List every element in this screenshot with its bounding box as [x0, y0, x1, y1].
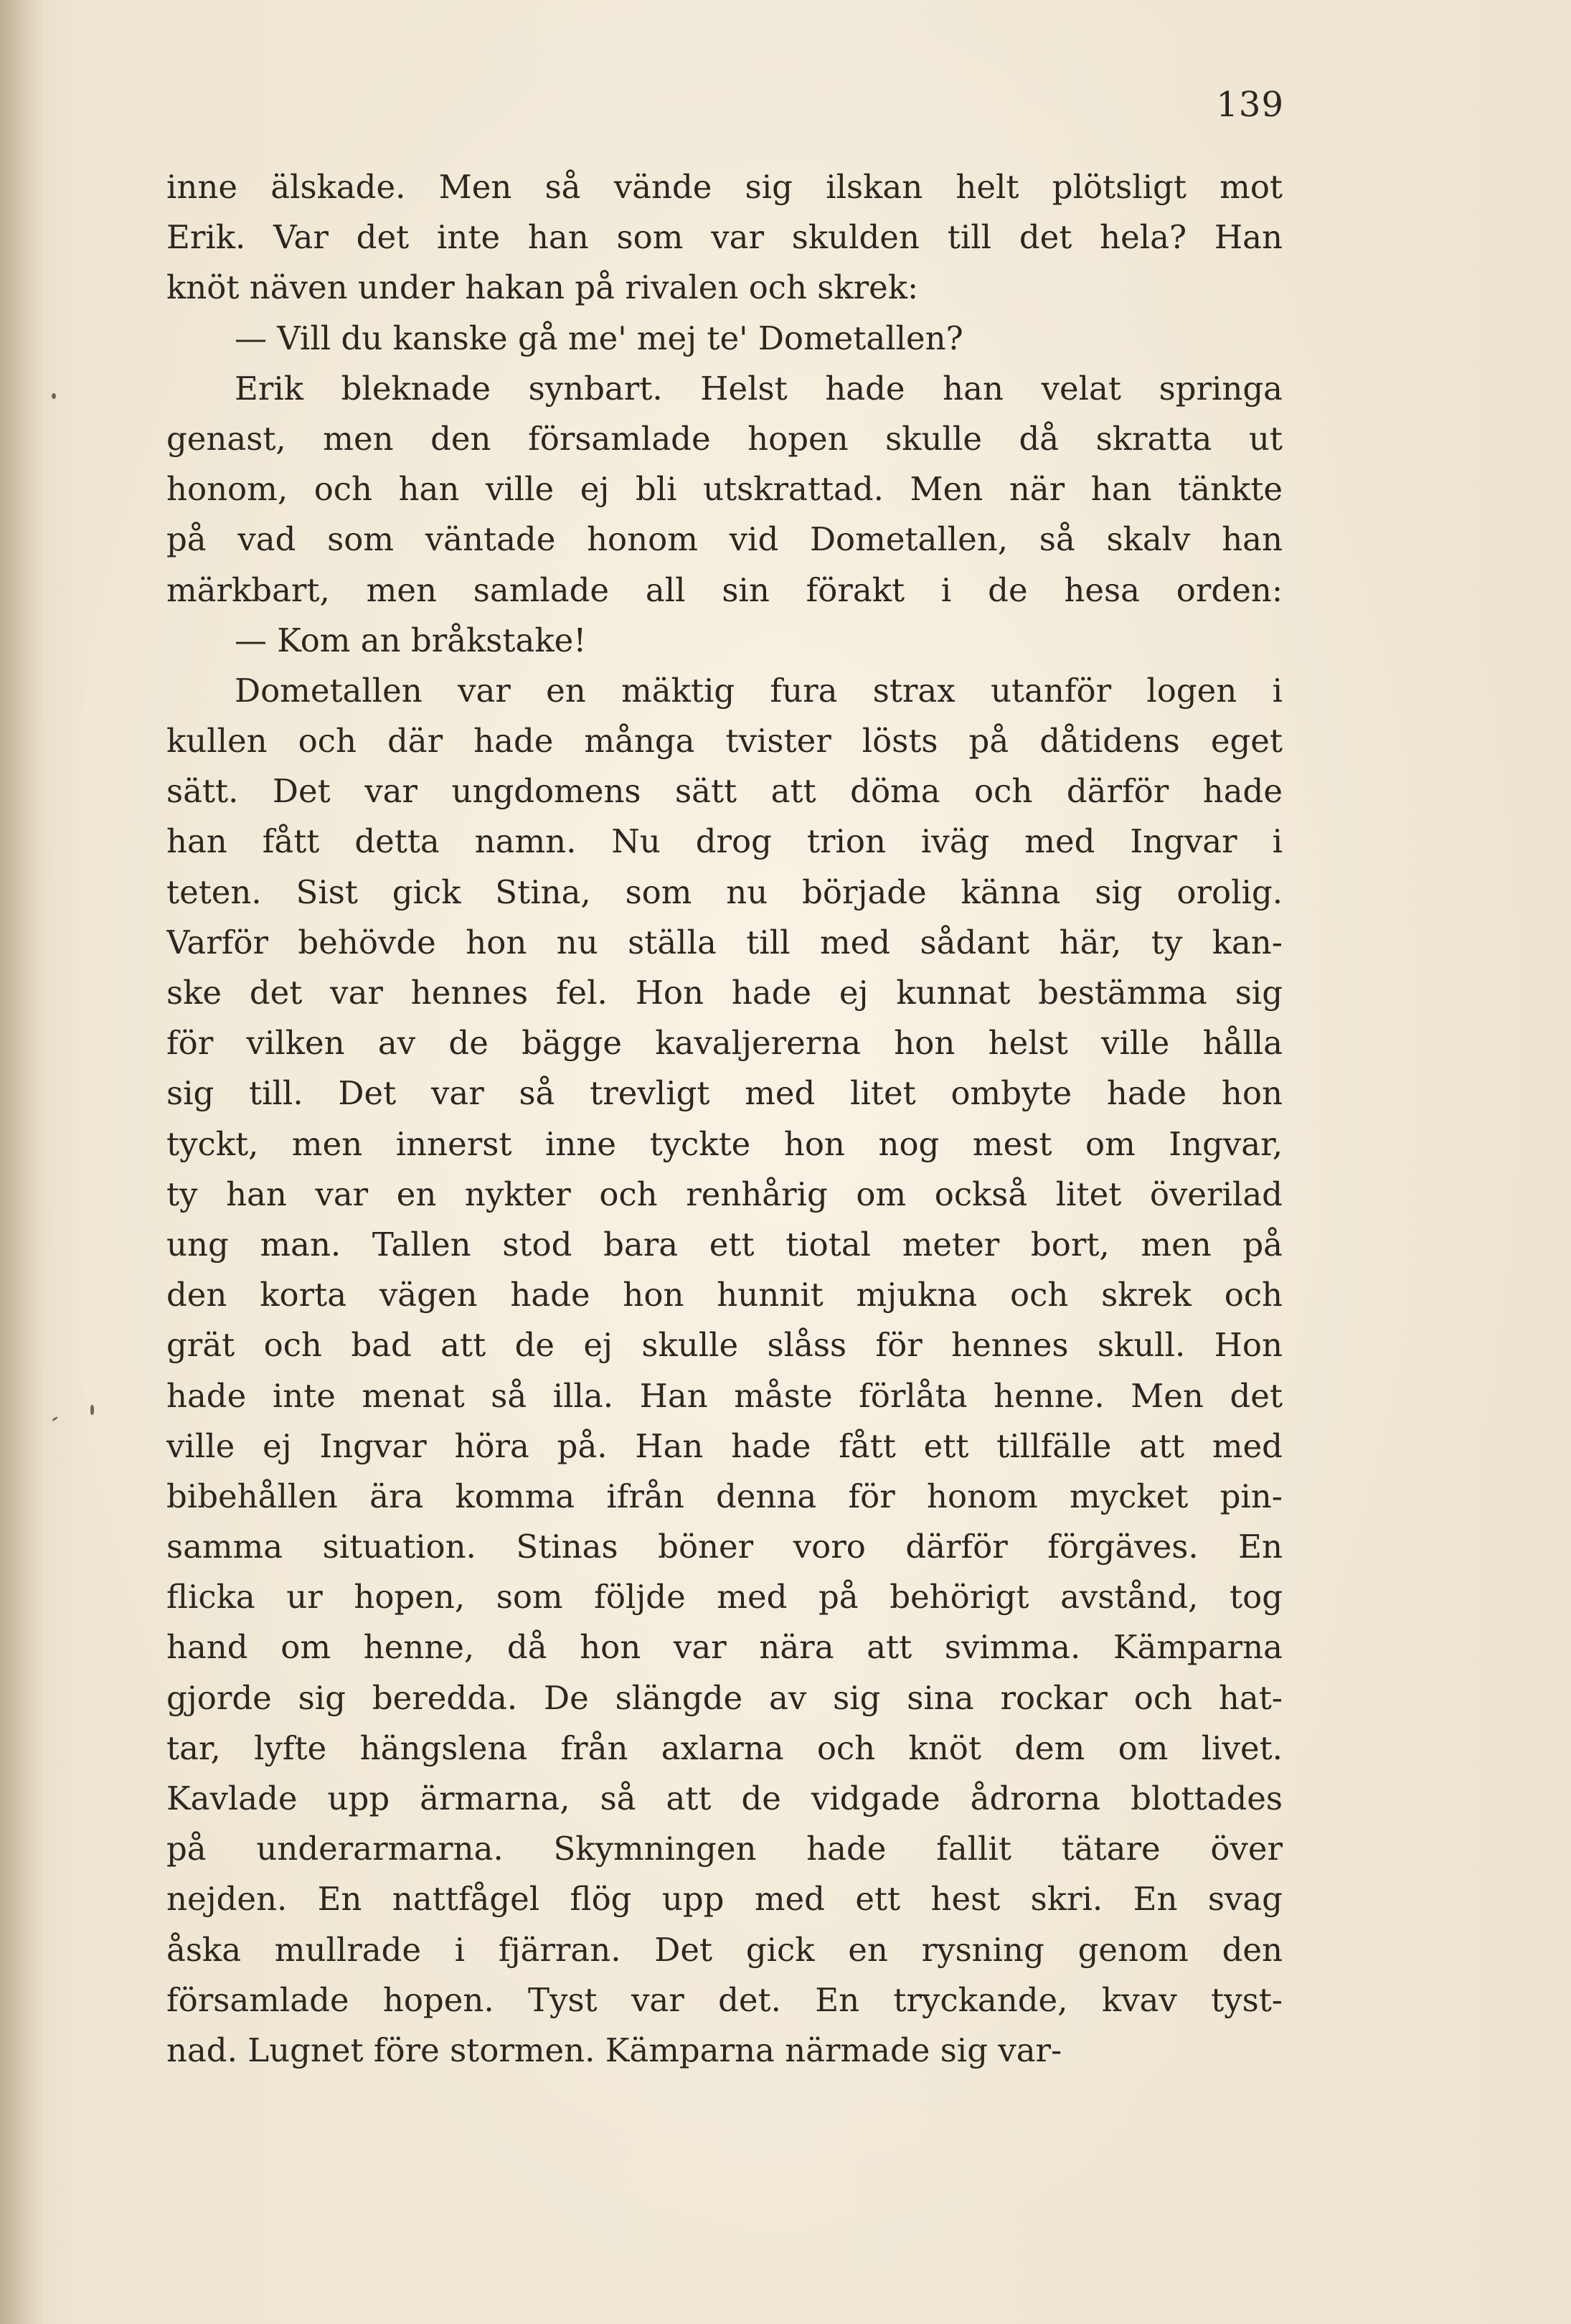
text-line: Varför behövde hon nu ställa till med sådant här, ty kan- [166, 923, 1283, 961]
text-line: Erik bleknade synbart. Helst hade han velat springa [235, 369, 1283, 408]
text-line: flicka ur hopen, som följde med på behörigt avstånd, tog [166, 1578, 1283, 1617]
text-line: den korta vägen hade hon hunnit mjukna och skrek och [166, 1276, 1283, 1314]
text-line: — Kom an bråkstake! [235, 621, 587, 659]
paper-speck [90, 1405, 94, 1415]
text-line: hade inte menat så illa. Han måste förlåta henne. Men det [166, 1376, 1283, 1415]
text-line: sätt. Det var ungdomens sätt att döma och därför hade [166, 772, 1283, 811]
text-line: gjorde sig beredda. De slängde av sig sina rockar och hat- [166, 1678, 1283, 1717]
text-line: tyckt, men innerst inne tyckte hon nog mest om Ingvar, [166, 1124, 1283, 1163]
text-line: på vad som väntade honom vid Dometallen, så skalv han [166, 520, 1283, 559]
text-line: Kavlade upp ärmarna, så att de vidgade ådrorna blottades [166, 1779, 1283, 1817]
text-line: teten. Sist gick Stina, som nu började känna sig orolig. [166, 872, 1283, 911]
text-line: nejden. En nattfågel flög upp med ett hest skri. En svag [166, 1880, 1283, 1919]
text-line: han fått detta namn. Nu drog trion iväg med Ingvar i [166, 822, 1283, 861]
text-line: märkbart, men samlade all sin förakt i de hesa orden: [166, 570, 1283, 609]
text-line: nad. Lugnet före stormen. Kämparna närmade sig var- [166, 2031, 1062, 2069]
text-line: honom, och han ville ej bli utskrattad. Men när han tänkte [166, 470, 1283, 509]
text-line: — Vill du kanske gå me' mej te' Dometallen? [235, 319, 963, 357]
text-line: inne älskade. Men så vände sig ilskan helt plötsligt mot [166, 168, 1283, 206]
text-line: på underarmarna. Skymningen hade fallit tätare över [166, 1830, 1283, 1868]
text-line: Dometallen var en mäktig fura strax utanför logen i [235, 671, 1283, 710]
text-line: ville ej Ingvar höra på. Han hade fått ett tillfälle att med [166, 1426, 1283, 1465]
text-line: åska mullrade i fjärran. Det gick en rysning genom den [166, 1930, 1283, 1969]
text-line: kullen och där hade många tvister lösts på dåtidens eget [166, 722, 1283, 761]
body-text [166, 162, 1283, 2076]
text-line: knöt näven under hakan på rivalen och skrek: [166, 268, 919, 307]
paper-speck [52, 1416, 58, 1422]
text-line: samma situation. Stinas böner voro därför förgäves. En [166, 1528, 1283, 1566]
page-number: 139 [1216, 85, 1284, 125]
text-line: ske det var hennes fel. Hon hade ej kunnat bestämma sig [166, 974, 1283, 1012]
text-line: ung man. Tallen stod bara ett tiotal meter bort, men på [166, 1225, 1283, 1264]
text-line: hand om henne, då hon var nära att svimma. Kämparna [166, 1628, 1283, 1667]
text-line: för vilken av de bägge kavaljererna hon helst ville hålla [166, 1024, 1283, 1063]
text-line: ty han var en nykter och renhårig om också litet överilad [166, 1175, 1283, 1213]
paper-speck [52, 393, 56, 399]
text-line: Erik. Var det inte han som var skulden till det hela? Han [166, 218, 1283, 257]
text-line: grät och bad att de ej skulle slåss för hennes skull. Hon [166, 1326, 1283, 1365]
text-line: församlade hopen. Tyst var det. En tryckande, kvav tyst- [166, 1980, 1283, 2019]
text-line: genast, men den församlade hopen skulle då skratta ut [166, 419, 1283, 458]
text-line: tar, lyfte hängslena från axlarna och knöt dem om livet. [166, 1728, 1283, 1767]
spine-shadow [0, 0, 43, 2324]
text-line: bibehållen ära komma ifrån denna för honom mycket pin- [166, 1477, 1283, 1515]
text-line: sig till. Det var så trevligt med litet ombyte hade hon [166, 1074, 1283, 1113]
